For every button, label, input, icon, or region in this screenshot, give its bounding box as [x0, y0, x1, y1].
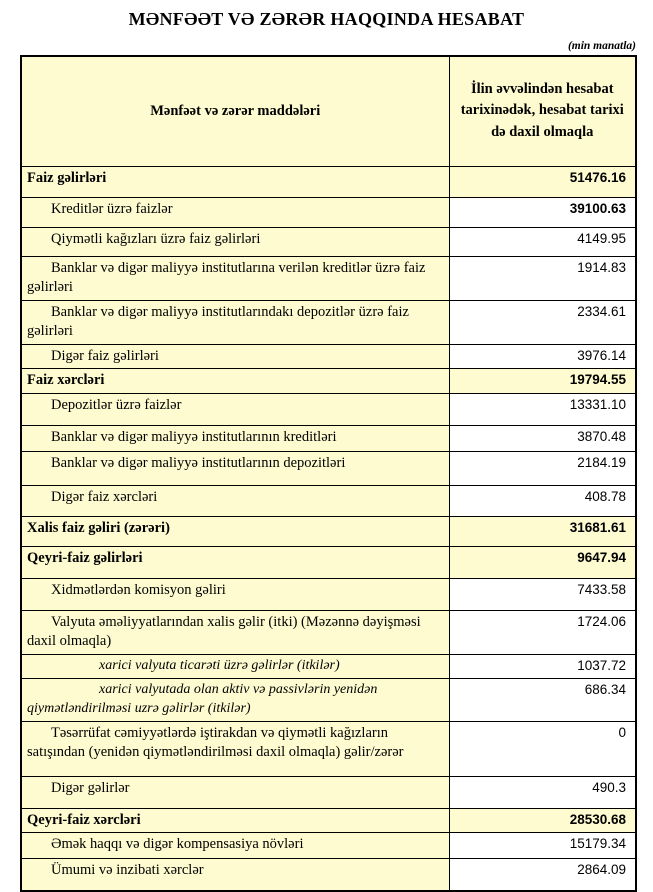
row-value: 3976.14: [449, 344, 636, 369]
row-value: 1724.06: [449, 610, 636, 654]
table-row: [21, 833, 636, 859]
table-row: [21, 256, 636, 300]
table-row: [21, 166, 636, 197]
table-row: [21, 344, 636, 369]
row-value: 9647.94: [449, 546, 636, 578]
row-label: Kreditlər üzrə faizlər: [21, 197, 449, 227]
row-value: 39100.63: [449, 197, 636, 227]
document-page: [0, 9, 653, 882]
header-value-column: İlin əvvəlindən hesabat tarixinədək, hesabat tarixi də daxil olmaqla: [449, 56, 636, 166]
table-row: [21, 721, 636, 776]
row-value: 2184.19: [449, 451, 636, 485]
row-value: 51476.16: [449, 166, 636, 197]
row-label: Qiymətli kağızları üzrə faiz gəlirləri: [21, 227, 449, 256]
row-label: Banklar və digər maliyyə institutlarının kreditləri: [21, 425, 449, 451]
row-label: Ümumi və inzibati xərclər: [21, 859, 449, 891]
page-title: MƏNFƏƏT VƏ ZƏRƏR HAQQINDA HESABAT: [128, 9, 525, 29]
header-row: [21, 56, 636, 166]
table-row: [21, 859, 636, 891]
row-label: Banklar və digər maliyyə institutlarının depozitləri: [21, 451, 449, 485]
table-row: [21, 227, 636, 256]
row-label: Digər faiz xərcləri: [21, 485, 449, 516]
table-body: [21, 166, 636, 891]
row-label: Depozitlər üzrə faizlər: [21, 393, 449, 425]
row-label: Faiz gəlirləri: [21, 166, 449, 197]
row-value: 19794.55: [449, 369, 636, 394]
table-row: [21, 808, 636, 833]
table-row: [21, 516, 636, 546]
unit-note: (min manatla): [567, 40, 636, 52]
row-value: 1037.72: [449, 655, 636, 679]
row-label: Təsərrüfat cəmiyyətlərdə iştirakdan və qiymətli kağızların satışından (yenidən qiymətləndirilməsi daxil olmaqla) gəlir/zərər: [21, 721, 449, 776]
row-value: 1914.83: [449, 256, 636, 300]
table-row: [21, 369, 636, 394]
table-row: [21, 776, 636, 808]
table-row: [21, 610, 636, 654]
row-label: xarici valyuta ticarəti üzrə gəlirlər (itkilər): [21, 655, 449, 679]
row-value: 31681.61: [449, 516, 636, 546]
row-value: 28530.68: [449, 808, 636, 833]
row-label: Valyuta əməliyyatlarından xalis gəlir (itki) (Məzənnə dəyişməsi daxil olmaqla): [21, 610, 449, 654]
row-value: 3870.48: [449, 425, 636, 451]
row-label: Digər faiz gəlirləri: [21, 344, 449, 369]
row-label: Digər gəlirlər: [21, 776, 449, 808]
row-label: Xalis faiz gəliri (zərəri): [21, 516, 449, 546]
row-label: xarici valyutada olan aktiv və passivlərin yenidən qiymətləndirilməsi uzrə gəlirlər (itkilər): [21, 678, 449, 721]
table-row: [21, 546, 636, 578]
table-row: [21, 425, 636, 451]
table-row: [21, 197, 636, 227]
row-value: 490.3: [449, 776, 636, 808]
row-label: Faiz xərcləri: [21, 369, 449, 394]
table-row: [21, 678, 636, 721]
table-row: [21, 578, 636, 610]
row-label: Xidmətlərdən komisyon gəliri: [21, 578, 449, 610]
row-value: 4149.95: [449, 227, 636, 256]
table-header: [21, 56, 636, 166]
row-value: 2334.61: [449, 300, 636, 344]
row-value: 686.34: [449, 678, 636, 721]
row-value: 0: [449, 721, 636, 776]
row-label: Əmək haqqı və digər kompensasiya növləri: [21, 833, 449, 859]
table-row: [21, 393, 636, 425]
row-label: Qeyri-faiz gəlirləri: [21, 546, 449, 578]
row-label: Qeyri-faiz xərcləri: [21, 808, 449, 833]
table-row: [21, 485, 636, 516]
table-row: [21, 300, 636, 344]
table-row: [21, 451, 636, 485]
row-value: 13331.10: [449, 393, 636, 425]
profit-loss-table: [20, 55, 637, 892]
row-label: Banklar və digər maliyyə institutlarına verilən kreditlər üzrə faiz gəlirləri: [21, 256, 449, 300]
header-items-column: Mənfəət və zərər maddələri: [21, 56, 449, 166]
table-row: [21, 655, 636, 679]
row-value: 7433.58: [449, 578, 636, 610]
row-value: 408.78: [449, 485, 636, 516]
row-value: 2864.09: [449, 859, 636, 891]
row-label: Banklar və digər maliyyə institutlarındakı depozitlər üzrə faiz gəlirləri: [21, 300, 449, 344]
row-value: 15179.34: [449, 833, 636, 859]
